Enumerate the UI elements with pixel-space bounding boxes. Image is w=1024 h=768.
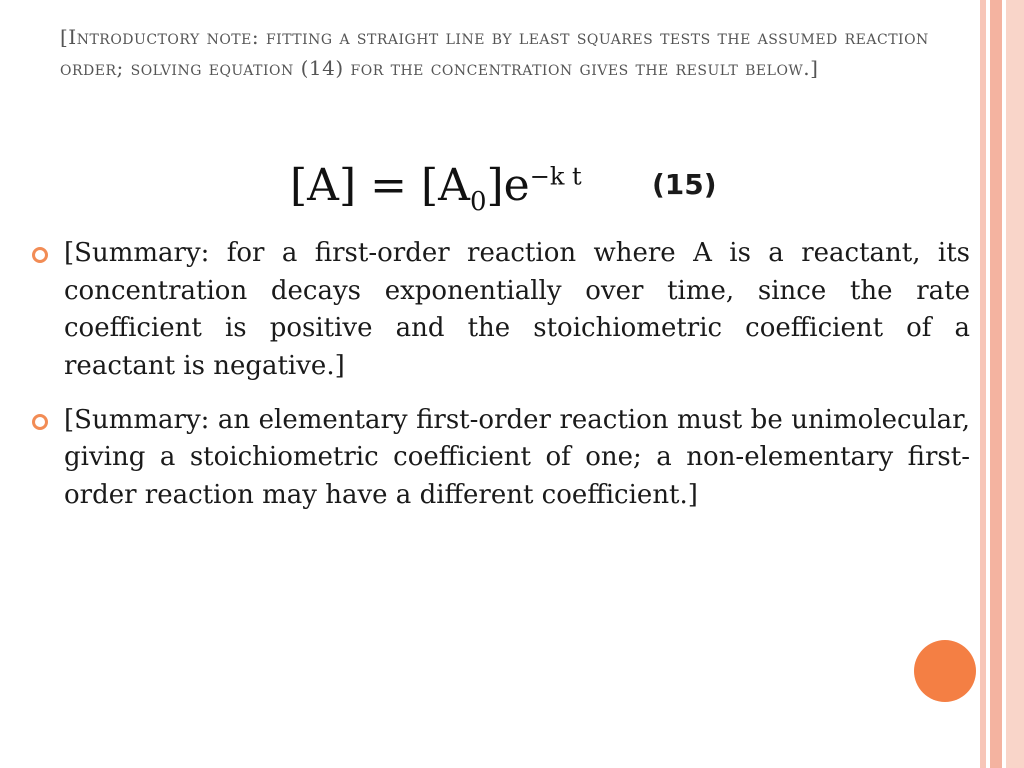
equation-initial-close: ] — [486, 160, 504, 211]
equation-initial-subscript: 0 — [469, 186, 487, 217]
bullet-text: [Summary: for a first-order reaction where A is a reactant, its concentration decays exponentially over time, since the rate coefficient is positive and the stoichiometric coefficient of a reactant is negative.] — [64, 238, 970, 382]
equation-lhs: [A] — [290, 160, 357, 211]
intro-paragraph: [Introductory note: fitting a straight line by least squares tests the assumed reaction order; solving equation (14) for the concentration gives the result below.] — [60, 25, 929, 80]
equation-initial-base: [A — [420, 160, 470, 211]
bullet-list — [30, 235, 970, 531]
equation — [290, 160, 582, 217]
bullet-icon — [32, 414, 48, 430]
decor-stripe-wide — [1006, 0, 1024, 768]
bullet-icon — [32, 247, 48, 263]
equation-number: (15) — [652, 168, 717, 201]
equation-equals: = — [370, 160, 407, 211]
bullet-item — [30, 235, 970, 386]
equation-exponent: −k t — [529, 162, 582, 191]
bullet-item — [30, 402, 970, 515]
decor-circle — [914, 640, 976, 702]
decor-stripe-thin — [980, 0, 986, 768]
decor-stripe-mid — [990, 0, 1002, 768]
bullet-text: [Summary: an elementary first-order reaction must be unimolecular, giving a stoichiometric coefficient of one; a non-elementary first-order reaction may have a different coefficient.] — [64, 404, 970, 511]
equation-exp-base: e — [503, 160, 530, 211]
